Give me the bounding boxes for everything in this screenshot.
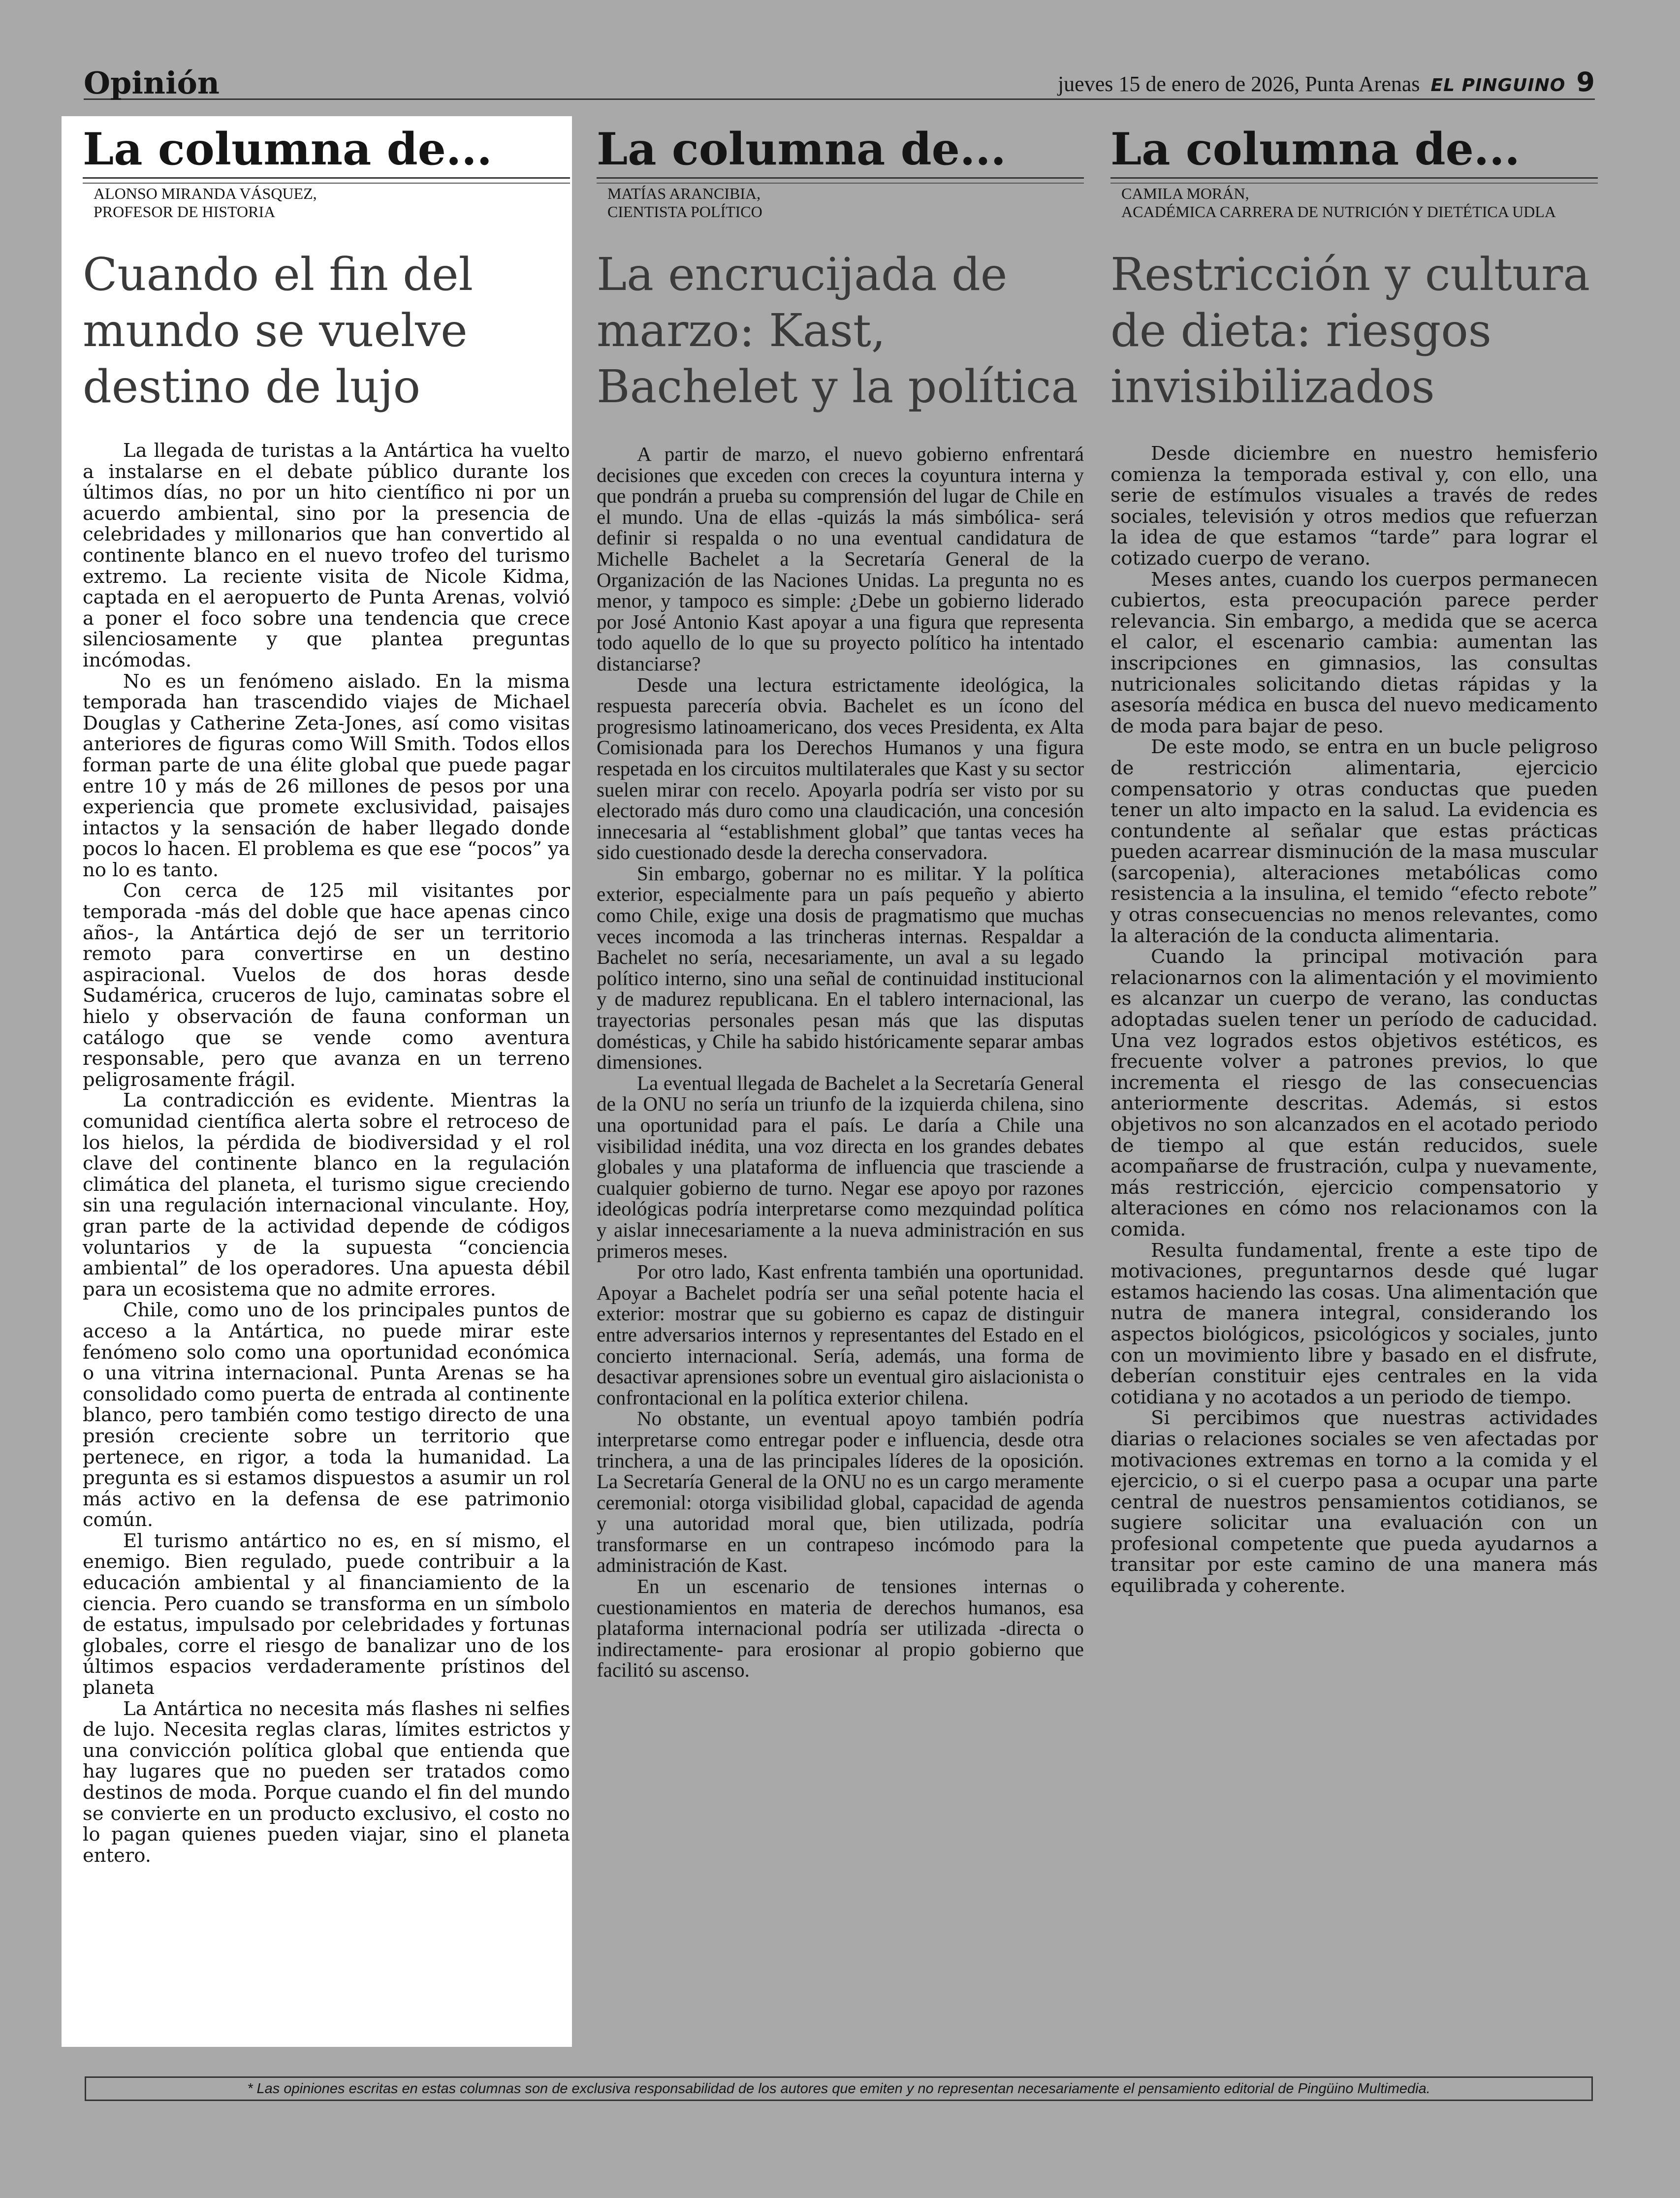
paragraph: Chile, como uno de los principales puntos de acceso a la Antártica, no puede mirar este fenómeno solo como una oportunidad económica o una vitrina internacional. Punta Arenas se ha consolidado como puerta de entrada al continente blanco, pero también como testigo directo de una presión creciente sobre un territorio que pertenece, en rigor, a toda la humanidad. La pregunta es si estamos dispuestos a asumir un rol más activo en la defensa de ese patrimonio común.: [83, 1299, 570, 1531]
paragraph: La eventual llegada de Bachelet a la Secretaría General de la ONU no sería un triunfo de la izquierda chilena, sino una oportunidad para el país. Le daría a Chile una visibilidad inédita, una voz directa en los grandes debates globales y una plataforma de influencia que trasciende a cualquier gobierno de turno. Negar ese apoyo por razones ideológicas podría interpretarse como mezquindad política y aislar innecesariamente a la nueva administración en sus primeros meses.: [597, 1071, 1084, 1262]
column-kicker: La columna de...: [597, 127, 1084, 179]
author-byline: [83, 183, 570, 223]
article-body: [1110, 444, 1598, 1597]
paragraph: A partir de marzo, el nuevo gobierno enfrentará decisiones que exceden con creces la coyuntura interna y que pondrán a prueba su comprensión del lugar de Chile en el mundo. Una de ellas -quizás la más simbólica- será definir si respalda o no una eventual candidatura de Michelle Bachelet a la Secretaría General de la Organización de las Naciones Unidas. La pregunta no es menor, y tampoco es simple: ¿Debe un gobierno liderado por José Antonio Kast apoyar a una figura que representa todo aquello de lo que su proyecto político ha intentado distanciarse?: [597, 443, 1084, 675]
author-role: ACADÉMICA CARRERA DE NUTRICIÓN Y DIETÉTICA UDLA: [1121, 203, 1556, 221]
opinion-column-2: [597, 123, 1084, 1682]
paragraph: Si percibimos que nuestras actividades diarias o relaciones sociales se ven afectadas por motivaciones extremas en torno a la comida y el ejercicio, o si el cuerpo pasa a ocupar una parte central de nuestros pensamientos cotidianos, se sugiere solicitar una evaluación con un profesional competente que pueda ayudarnos a transitar por este camino de una manera más equilibrada y coherente.: [1110, 1407, 1598, 1597]
article-headline: Restricción y cultura de dieta: riesgos invisibilizados: [1110, 248, 1590, 413]
paragraph: La llegada de turistas a la Antártica ha vuelto a instalarse en el debate público durante los últimos días, no por un hito científico ni por un acuerdo ambiental, sino por la presencia de celebridades y millonarios que han convertido al continente blanco en el nuevo trofeo del turismo extremo. La reciente visita de Nicole Kidma, captada en el aeropuerto de Punta Arenas, volvió a poner el foco sobre una tendencia que crece silenciosamente y que plantea preguntas incómodas.: [83, 440, 570, 671]
paragraph: La Antártica no necesita más flashes ni selfies de lujo. Necesita reglas claras, límites estrictos y una convicción política global que entienda que hay lugares que no pueden ser tratados como destinos de moda. Porque cuando el fin del mundo se convierte en un producto exclusivo, el costo no lo pagan quienes pueden viajar, sino el planeta entero.: [83, 1697, 570, 1867]
author-name: ALONSO MIRANDA VÁSQUEZ,: [94, 185, 317, 202]
author-name: CAMILA MORÁN,: [1121, 185, 1249, 202]
paragraph: Desde una lectura estrictamente ideológica, la respuesta parecería obvia. Bachelet es un ícono del progresismo latinoamericano, dos veces Presidenta, ex Alta Comisionada para los Derechos Humanos y una figura respetada en los circuitos multilaterales que Kast y su sector suelen mirar con recelo. Apoyarla podría ser visto por su electorado más duro como una claudicación, una concesión innecesaria al “establishment global” que tantas veces ha sido cuestionado desde la derecha conservadora.: [597, 673, 1084, 864]
page-header: [84, 63, 1595, 100]
column-kicker: La columna de...: [1110, 127, 1598, 179]
author-role: PROFESOR DE HISTORIA: [94, 203, 276, 221]
editorial-disclaimer: * Las opiniones escritas en estas columnas son de exclusiva responsabilidad de los autores que emiten y no representan necesariamente el pensamiento editorial de Pingüino Multimedia.: [85, 2076, 1593, 2101]
paragraph: Por otro lado, Kast enfrenta también una oportunidad. Apoyar a Bachelet podría ser una señal potente hacia el exterior: mostrar que su gobierno es capaz de distinguir entre adversarios internos y representantes del Estado en el concierto internacional. Sería, además, una forma de desactivar aprensiones sobre un eventual giro aislacionista o confrontacional en la política exterior chilena.: [597, 1260, 1084, 1409]
author-name: MATÍAS ARANCIBIA,: [607, 185, 761, 202]
paragraph: No obstante, un eventual apoyo también podría interpretarse como entregar poder e influencia, desde otra trinchera, a una de las principales líderes de la oposición. La Secretaría General de la ONU no es un cargo meramente ceremonial: otorga visibilidad global, capacidad de agenda y una autoridad moral que, bien utilizada, podría transformarse en un contrapeso incómodo para la administración de Kast.: [597, 1407, 1084, 1577]
article-headline: La encrucijada de marzo: Kast, Bachelet y la política: [597, 248, 1078, 413]
column-kicker: La columna de...: [83, 127, 570, 179]
opinion-column-1: [83, 123, 570, 1867]
paragraph: Resulta fundamental, frente a este tipo de motivaciones, preguntarnos desde qué lugar estamos haciendo las cosas. Una alimentación que nutra de manera integral, considerando los aspectos biológicos, psicológicos y sociales, junto con un movimiento libre y basado en el disfrute, deberían constituir ejes centrales en la vida cotidiana y no acotados a un periodo de tiempo.: [1110, 1239, 1598, 1408]
article-body: [597, 444, 1084, 1681]
article-body: [83, 441, 570, 1866]
author-byline: [597, 183, 1084, 223]
section-title: Opinión: [84, 65, 220, 101]
paragraph: Cuando la principal motivación para relacionarnos con la alimentación y el movimiento es alcanzar un cuerpo de verano, las conductas adoptadas suelen tener un período de caducidad. Una vez logrados estos objetivos estéticos, es frecuente volver a patrones previos, lo que incrementa el riesgo de las consecuencias anteriormente descritas. Además, si estos objetivos no son alcanzados en el acotado periodo de tiempo al que están reducidos, suele acompañarse de frustración, culpa y nuevamente, más restricción, ejercicio compensatorio y alteraciones en cómo nos relacionamos con la comida.: [1110, 946, 1598, 1241]
paragraph: La contradicción es evidente. Mientras la comunidad científica alerta sobre el retroceso de los hielos, la pérdida de biodiversidad y el rol clave del continente blanco en la regulación climática del planeta, el turismo sigue creciendo sin una regulación internacional vinculante. Hoy, gran parte de la actividad depende de códigos voluntarios y de la supuesta “conciencia ambiental” de los operadores. Una apuesta débil para un ecosistema que no admite errores.: [83, 1089, 570, 1301]
article-headline: Cuando el fin del mundo se vuelve destino de lujo: [83, 248, 474, 413]
paragraph: Desde diciembre en nuestro hemisferio comienza la temporada estival y, con ello, una serie de estímulos visuales a través de redes sociales, televisión y otros medios que refuerzan la idea de que estamos “tarde” para lograr el cotizado cuerpo de verano.: [1110, 443, 1598, 570]
paragraph: Meses antes, cuando los cuerpos permanecen cubiertos, esta preocupación parece perder relevancia. Sin embargo, a medida que se acerca el calor, el escenario cambia: aumentan las inscripciones en gimnasios, las consultas nutricionales solicitando dietas rápidas y la asesoría médica en busca del nuevo medicamento de moda para bajar de peso.: [1110, 568, 1598, 737]
opinion-column-3: [1110, 123, 1598, 1597]
paragraph: De este modo, se entra en un bucle peligroso de restricción alimentaria, ejercicio compensatorio y otras conductas que pueden tener un alto impacto en la salud. La evidencia es contundente al señalar que estas prácticas pueden acarrear disminución de la masa muscular (sarcopenia), alteraciones metabólicas como resistencia a la insulina, el temido “efecto rebote” y otras consecuencias no menos relevantes, como la alteración de la conducta alimentaria.: [1110, 736, 1598, 947]
paragraph: El turismo antártico no es, en sí mismo, el enemigo. Bien regulado, puede contribuir a la educación ambiental y al financiamiento de la ciencia. Pero cuando se transforma en un símbolo de estatus, impulsado por celebridades y fortunas globales, corre el riesgo de banalizar uno de los últimos espacios verdaderamente prístinos del planeta: [83, 1529, 570, 1699]
dateline: jueves 15 de enero de 2026, Punta Arenas: [1057, 72, 1420, 96]
header-meta: [1058, 66, 1595, 97]
page-number: 9: [1576, 66, 1595, 97]
author-role: CIENTISTA POLÍTICO: [607, 203, 762, 221]
author-byline: [1110, 183, 1598, 223]
paragraph: No es un fenómeno aislado. En la misma temporada han trascendido viajes de Michael Douglas y Catherine Zeta-Jones, así como visitas anteriores de figuras como Will Smith. Todos ellos forman parte de una élite global que puede pagar entre 10 y más de 26 millones de pesos por una experiencia que promete exclusividad, paisajes intactos y la sensación de haber llegado donde pocos lo hacen. El problema es que ese “pocos” ya no lo es tanto.: [83, 670, 570, 881]
paragraph: Con cerca de 125 mil visitantes por temporada -más del doble que hace apenas cinco años-, la Antártica dejó de ser un territorio remoto para convertirse en un destino aspiracional. Vuelos de dos horas desde Sudamérica, cruceros de lujo, caminatas sobre el hielo y observación de fauna conforman un catálogo que se vende como aventura responsable, pero que avanza en un terreno peligrosamente frágil.: [83, 880, 570, 1091]
newspaper-logo: EL PINGUINO: [1430, 75, 1566, 96]
paragraph: Sin embargo, gobernar no es militar. Y la política exterior, especialmente para un país pequeño y abierto como Chile, exige una dosis de pragmatismo que muchas veces incomoda a las trincheras internas. Respaldar a Bachelet no sería, necesariamente, un aval a su legado político interno, sino una señal de continuidad institucional y de madurez republicana. En el tablero internacional, las trayectorias personales pesan más que las disputas domésticas, y Chile ha sabido históricamente separar ambas dimensiones.: [597, 861, 1084, 1074]
paragraph: En un escenario de tensiones internas o cuestionamientos en materia de derechos humanos, esa plataforma internacional podría ser utilizada -directa o indirectamente- para erosionar al propio gobierno que facilitó su ascenso.: [597, 1575, 1084, 1682]
